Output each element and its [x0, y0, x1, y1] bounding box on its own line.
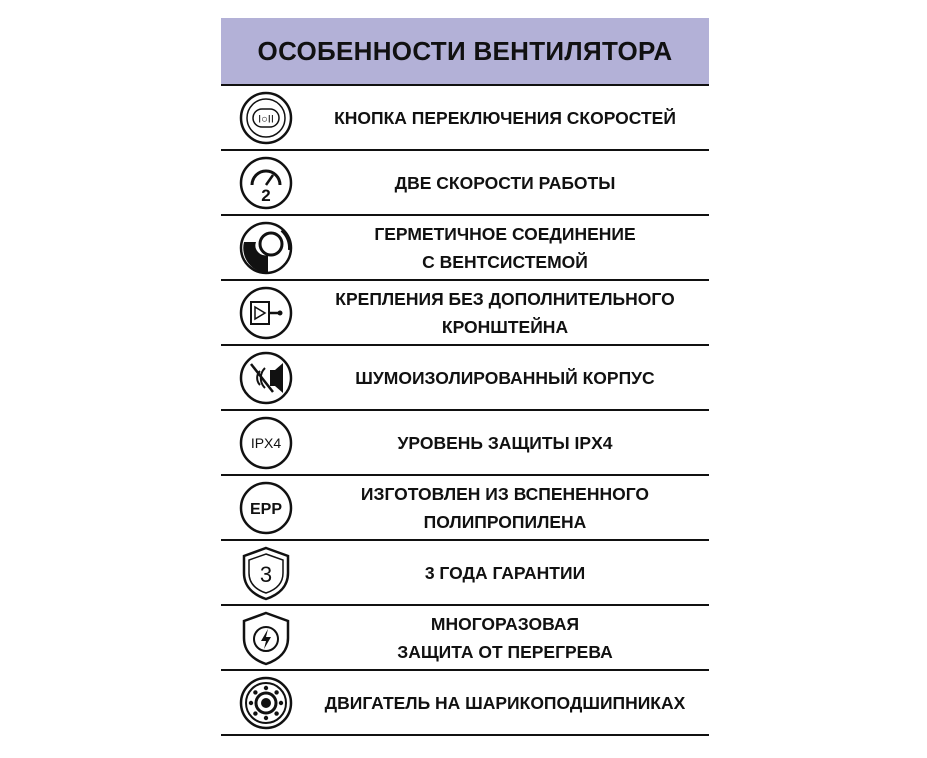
feature-row-epp	[221, 476, 709, 541]
feature-label: 3 ГОДА ГАРАНТИИ	[424, 562, 586, 583]
feature-label: КНОПКА ПЕРЕКЛЮЧЕНИЯ СКОРОСТЕЙ	[334, 107, 676, 128]
feature-label: ДВЕ СКОРОСТИ РАБОТЫ	[394, 172, 616, 193]
feature-row-two-speeds	[221, 151, 709, 216]
svg-text:IPX4: IPX4	[250, 434, 282, 451]
feature-label: ГЕРМЕТИЧНОЕ СОЕДИНЕНИЕ С ВЕНТСИСТЕМОЙ	[374, 223, 636, 272]
ipx4-icon	[221, 411, 311, 474]
table-title: ОСОБЕННОСТИ ВЕНТИЛЯТОРА	[221, 18, 709, 86]
two-speeds-icon	[221, 151, 311, 214]
ball-bearing-icon	[221, 671, 311, 734]
svg-text:I○II: I○II	[258, 113, 274, 125]
svg-text:3: 3	[259, 561, 273, 587]
feature-label: ДВИГАТЕЛЬ НА ШАРИКОПОДШИПНИКАХ	[324, 692, 686, 713]
feature-label: ШУМОИЗОЛИРОВАННЫЙ КОРПУС	[355, 367, 655, 388]
feature-label: ИЗГОТОВЛЕН ИЗ ВСПЕНЕННОГО ПОЛИПРОПИЛЕНА	[360, 483, 650, 532]
feature-label: КРЕПЛЕНИЯ БЕЗ ДОПОЛНИТЕЛЬНОГО КРОНШТЕЙНА	[335, 288, 675, 337]
feature-row-mounting	[221, 281, 709, 346]
mounting-icon	[221, 281, 311, 344]
feature-row-sealed-connection	[221, 216, 709, 281]
svg-text:EPP: EPP	[249, 500, 283, 518]
epp-icon	[221, 476, 311, 539]
feature-row-ipx4	[221, 411, 709, 476]
warranty-shield-icon	[221, 541, 311, 604]
feature-row-noise-insulation	[221, 346, 709, 411]
sealed-connection-icon	[221, 216, 311, 279]
noise-insulation-icon	[221, 346, 311, 409]
feature-row-overheat-protection	[221, 606, 709, 671]
feature-row-speed-button	[221, 86, 709, 151]
feature-row-ball-bearing	[221, 671, 709, 736]
feature-label: УРОВЕНЬ ЗАЩИТЫ IPX4	[397, 432, 613, 453]
feature-row-warranty	[221, 541, 709, 606]
overheat-protection-icon	[221, 606, 311, 669]
svg-text:2: 2	[261, 185, 271, 205]
feature-label: МНОГОРАЗОВАЯ ЗАЩИТА ОТ ПЕРЕГРЕВА	[397, 613, 613, 662]
features-table	[221, 18, 709, 736]
speed-button-icon	[221, 86, 311, 149]
